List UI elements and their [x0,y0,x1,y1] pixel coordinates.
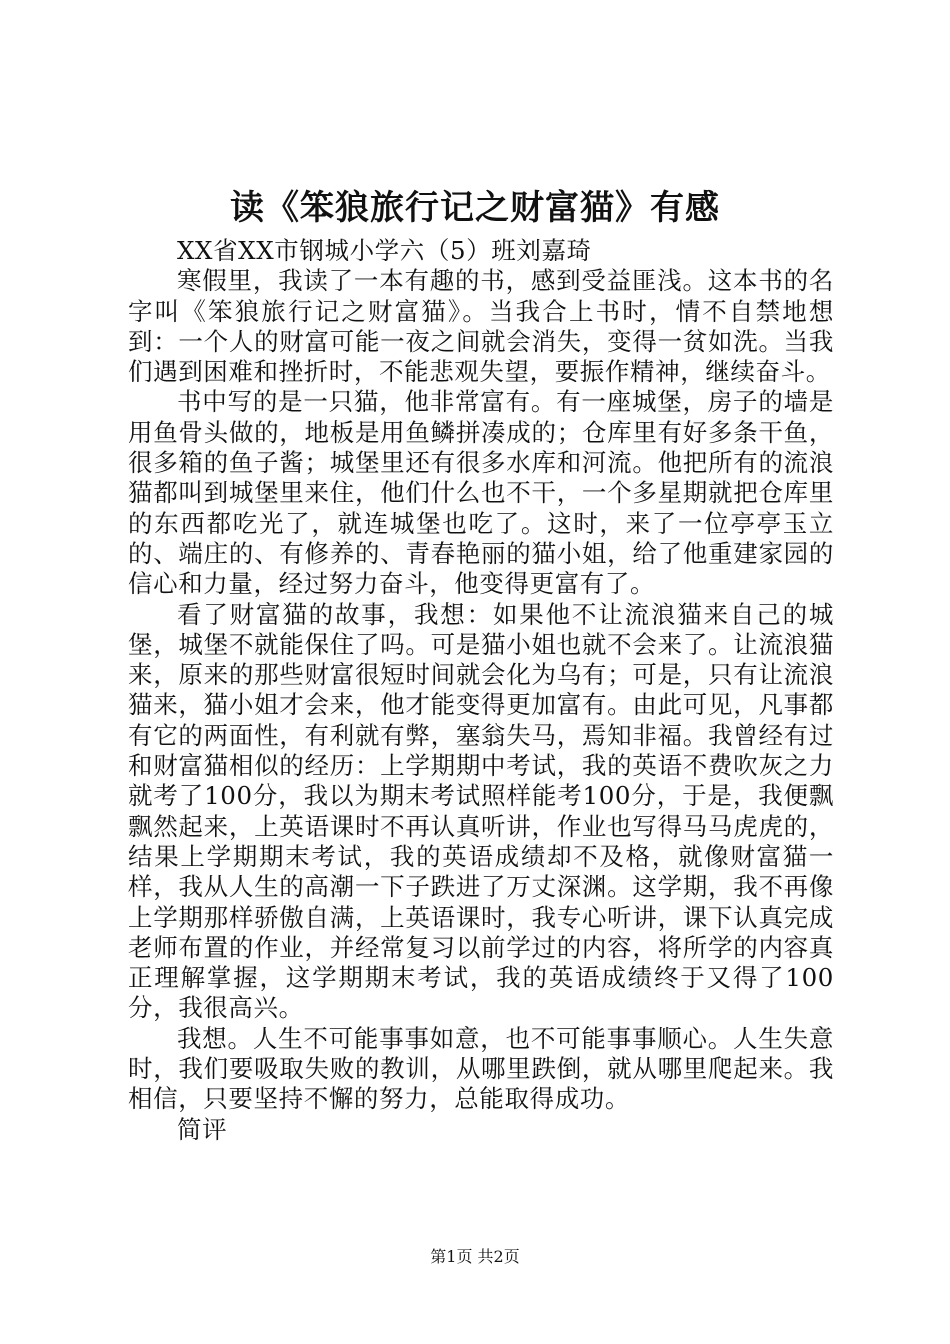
paragraph-3: 看了财富猫的故事，我想：如果他不让流浪猫来自己的城堡，城堡不就能保住了吗。可是猫小姐也就不会来了。让流浪猫来，原来的那些财富很短时间就会化为乌有；可是，只有让流浪猫来，猫小姐才会来，他才能变得更加富有。由此可见，凡事都有它的两面性，有利就有弊，塞翁失马，焉知非福。我曾经有过和财富猫相似的经历：上学期期中考试，我的英语不费吹灰之力就考了100分，我以为期末考试照样能考100分，于是，我便飘飘然起来，上英语课时不再认真听讲，作业也写得马马虎虎的，结果上学期期末考试，我的英语成绩却不及格，就像财富猫一样，我从人生的高潮一下子跌进了万丈深渊。这学期，我不再像上学期那样骄傲自满，上英语课时，我专心听讲，课下认真完成老师布置的作业，并经常复习以前学过的内容，将所学的内容真正理解掌握，这学期期末考试，我的英语成绩终于又得了100分，我很高兴。 [128,599,834,1023]
page-number-footer: 第1页 共2页 [430,1247,520,1266]
paragraph-2: 书中写的是一只猫，他非常富有。有一座城堡，房子的墙是用鱼骨头做的，地板是用鱼鳞拼凑成的；仓库里有好多条干鱼，很多箱的鱼子酱；城堡里还有很多水库和河流。他把所有的流浪猫都叫到城堡里来住，他们什么也不干，一个多星期就把仓库里的东西都吃光了，就连城堡也吃了。这时，来了一位亭亭玉立的、端庄的、有修养的、青春艳丽的猫小姐，给了他重建家园的信心和力量，经过努力奋斗，他变得更富有了。 [128,387,834,599]
paragraph-4: 我想。人生不可能事事如意，也不可能事事顺心。人生失意时，我们要吸取失败的教训，从哪里跌倒，就从哪里爬起来。我相信，只要坚持不懈的努力，总能取得成功。 [128,1023,834,1114]
paragraph-5-review-heading: 简评 [177,1114,228,1144]
byline: XX省XX市钢城小学六（5）班刘嘉琦 [177,236,592,265]
document-title: 读《笨狼旅行记之财富猫》有感 [230,188,720,228]
document-body [128,236,834,1145]
paragraph-1: 寒假里，我读了一本有趣的书，感到受益匪浅。这本书的名字叫《笨狼旅行记之财富猫》。当我合上书时，情不自禁地想到：一个人的财富可能一夜之间就会消失，变得一贫如洗。当我们遇到困难和挫折时，不能悲观失望，要振作精神，继续奋斗。 [128,266,834,387]
